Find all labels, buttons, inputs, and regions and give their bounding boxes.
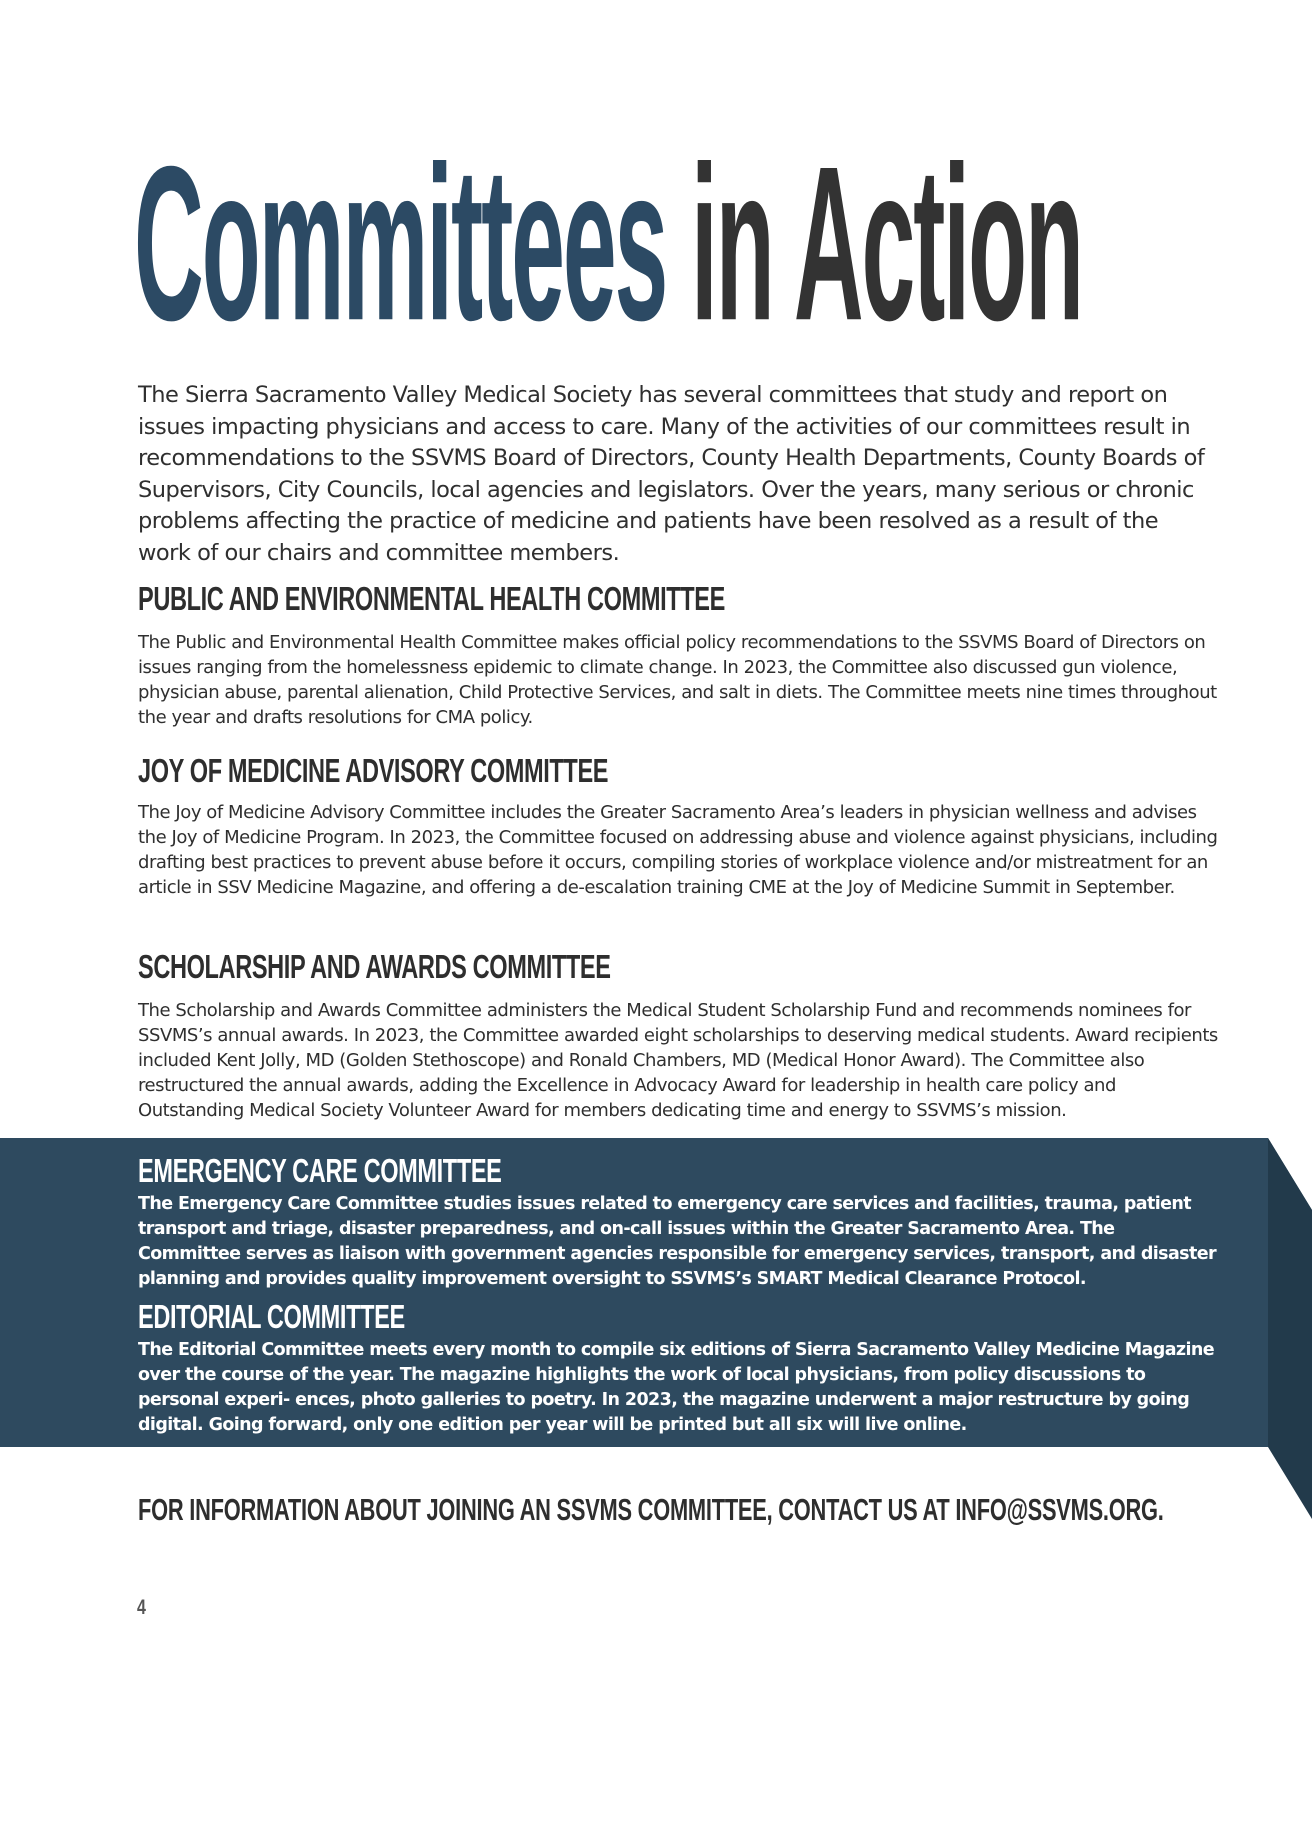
section-heading: JOY OF MEDICINE ADVISORY COMMITTEE	[138, 752, 609, 790]
section-heading: PUBLIC AND ENVIRONMENTAL HEALTH COMMITTEE	[138, 580, 725, 618]
section-joy-of-medicine	[138, 752, 1218, 900]
section-scholarship-awards	[138, 948, 1218, 1123]
section-body: The Joy of Medicine Advisory Committee includes the Greater Sacramento Area’s leaders in physician wellness and advises the Joy of Medicine Program. In 2023, the Committee focused on addressing abuse and violence against physicians, including drafting best practices to prevent abuse before it occurs, compiling stories of workplace violence and/or mistreatment for an article in SSV Medicine Magazine, and offering a de-escalation training CME at the Joy of Medicine Summit in September.	[138, 802, 1218, 898]
section-public-environmental-health	[138, 580, 1218, 730]
section-body: The Editorial Committee meets every month to compile six editions of Sierra Sacramento Valley Medicine Magazine over the course of the year. The magazine highlights the work of local physicians, from policy discussions to personal experi- ences, photo galleries to poetry. In 2023, the magazine underwent a major restructure by going digital. Going forward, only one edition per year will be printed but all six will live online.	[138, 1340, 1215, 1435]
intro-paragraph: The Sierra Sacramento Valley Medical Society has several committees that study and report on issues impacting physicians and access to care. Many of the activities of our committees result in recommendations to the SSVMS Board of Directors, County Health Departments, County Boards of Supervisors, City Councils, local agencies and legislators. Over the years, many serious or chronic problems affecting the practice of medicine and patients have been resolved as a result of the work of our chairs and committee members.	[138, 382, 1205, 566]
section-body: The Emergency Care Committee studies issues related to emergency care services and facilities, trauma, patient transport and triage, disaster preparedness, and on-call issues within the Greater Sacramento Area. The Committee serves as liaison with government agencies responsible for emergency services, transport, and disaster planning and provides quality improvement oversight to SSVMS’s SMART Medical Clearance Protocol.	[138, 1194, 1217, 1289]
section-body: The Scholarship and Awards Committee administers the Medical Student Scholarship Fund and recommends nominees for SSVMS’s annual awards. In 2023, the Committee awarded eight scholarships to deserving medical students. Award recipients included Kent Jolly, MD (Golden Stethoscope) and Ronald Chambers, MD (Medical Honor Award). The Committee also restructured the annual awards, adding the Excellence in Advocacy Award for leadership in health care policy and Outstanding Medical Society Volunteer Award for members dedicating time and energy to SSVMS’s mission.	[138, 1000, 1218, 1121]
title-word-committees: Committees	[134, 119, 667, 367]
section-emergency-care	[138, 1152, 1218, 1292]
section-heading: SCHOLARSHIP AND AWARDS COMMITTEE	[138, 948, 611, 986]
section-heading: EDITORIAL COMMITTEE	[138, 1298, 405, 1336]
page-title	[134, 119, 1082, 367]
contact-text: FOR INFORMATION ABOUT JOINING AN SSVMS COMMITTEE, CONTACT US AT INFO@SSVMS.ORG.	[138, 1493, 1164, 1527]
highlight-band	[0, 1138, 1312, 1447]
section-heading: EMERGENCY CARE COMMITTEE	[138, 1152, 502, 1190]
contact-footer	[138, 1492, 1238, 1526]
section-body: The Public and Environmental Health Committee makes official policy recommendations to the SSVMS Board of Directors on issues ranging from the homelessness epidemic to climate change. In 2023, the Committee also discussed gun violence, physician abuse, parental alienation, Child Protective Services, and salt in diets. The Committee meets nine times throughout the year and drafts resolutions for CMA policy.	[138, 632, 1217, 728]
page-number: 4	[137, 1596, 146, 1620]
section-editorial	[138, 1298, 1218, 1438]
title-word-in-action: in Action	[666, 119, 1082, 367]
